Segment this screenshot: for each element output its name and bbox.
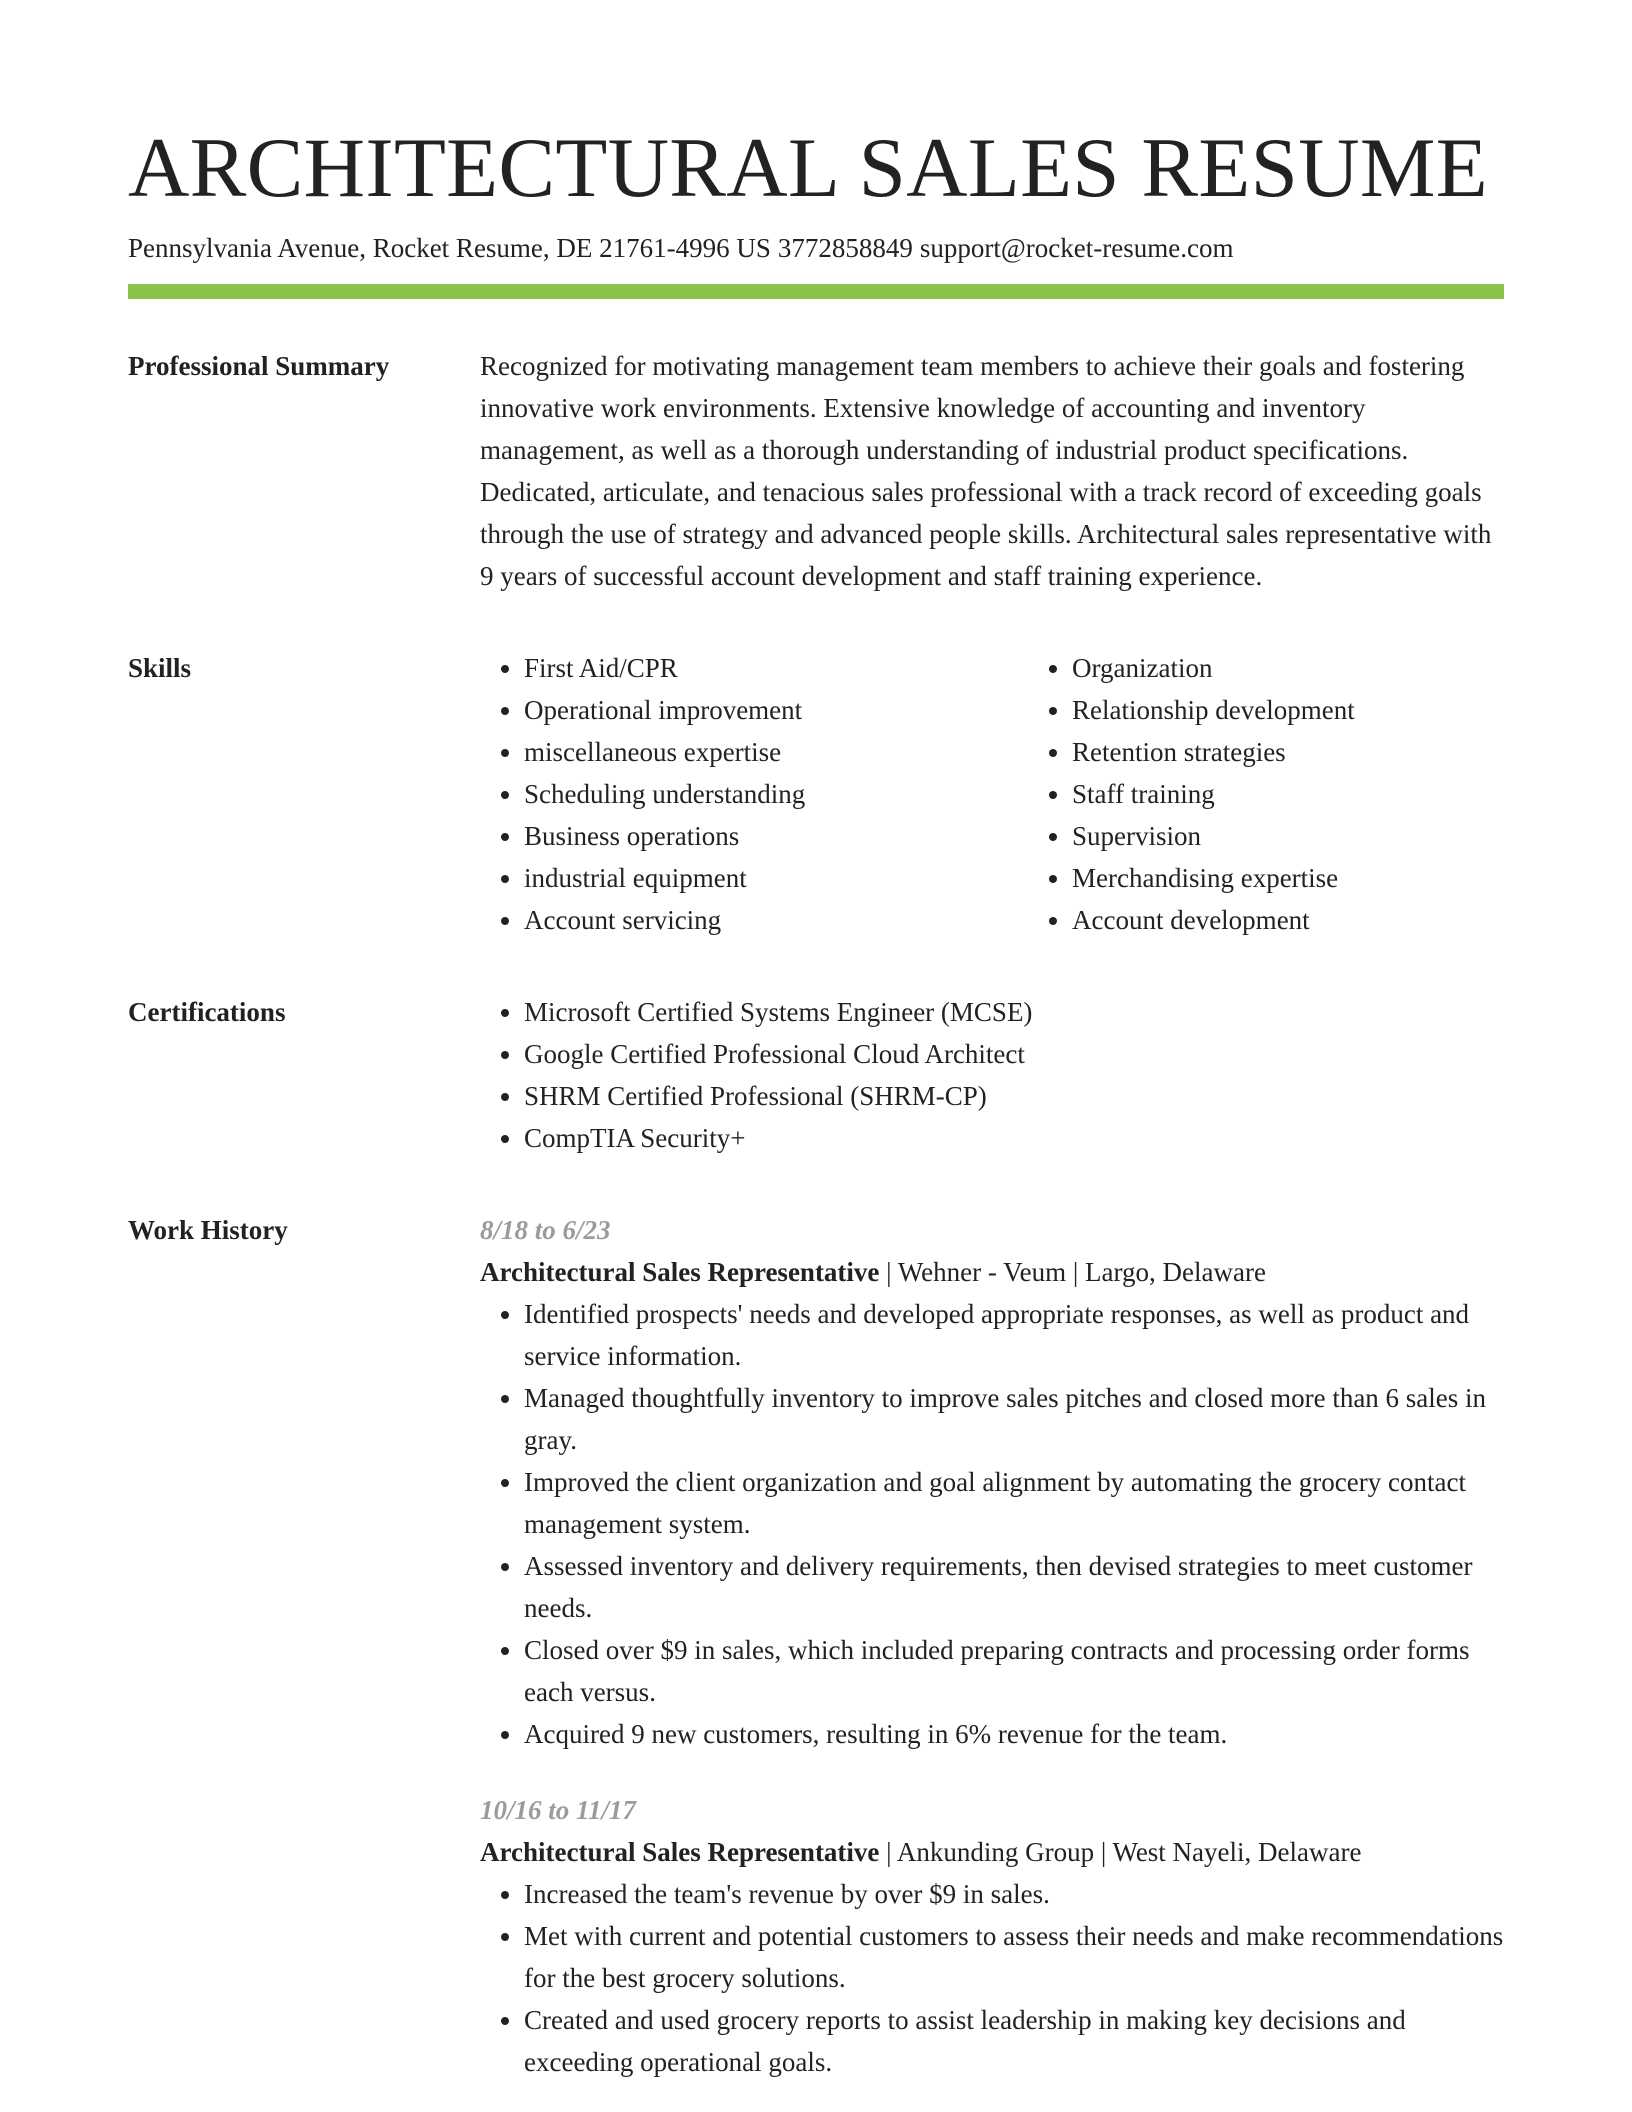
job-details: | Ankunding Group | West Nayeli, Delaware	[879, 1837, 1362, 1867]
header-divider	[128, 284, 1504, 299]
skill-item: • First Aid/CPR	[524, 647, 1028, 689]
skills-body	[480, 647, 1576, 941]
job-bullet: • Increased the team's revenue by over $9 in sales.	[524, 1873, 1506, 1915]
job-bullet: • Improved the client organization and goal alignment by automating the grocery contact management system.	[524, 1461, 1506, 1545]
skill-item: • industrial equipment	[524, 857, 1028, 899]
skill-item: • Business operations	[524, 815, 1028, 857]
certification-item: • Microsoft Certified Systems Engineer (MCSE)	[524, 991, 1506, 1033]
skill-item: • Scheduling understanding	[524, 773, 1028, 815]
job-bullet: • Assessed inventory and delivery requirements, then devised strategies to meet customer needs.	[524, 1545, 1506, 1629]
certification-item: • Google Certified Professional Cloud Architect	[524, 1033, 1506, 1075]
skill-item: • Retention strategies	[1072, 731, 1576, 773]
job-heading	[480, 1831, 1506, 1873]
job-role: Architectural Sales Representative	[480, 1837, 880, 1867]
skills-label: Skills	[128, 653, 192, 683]
job-bullets	[480, 1293, 1506, 1755]
contact-address: Pennsylvania Avenue, Rocket Resume, DE 21761-4996 US	[128, 233, 771, 263]
skill-item: • Supervision	[1072, 815, 1576, 857]
skill-item: • Operational improvement	[524, 689, 1028, 731]
skill-item: • Account development	[1072, 899, 1576, 941]
skill-item: • Staff training	[1072, 773, 1576, 815]
certifications-list	[480, 991, 1506, 1159]
job-bullet: • Created and used grocery reports to assist leadership in making key decisions and exceeding operational goals.	[524, 1999, 1506, 2083]
certification-item: • SHRM Certified Professional (SHRM-CP)	[524, 1075, 1506, 1117]
job-bullet: • Managed thoughtfully inventory to improve sales pitches and closed more than 6 sales in gray.	[524, 1377, 1506, 1461]
job-heading	[480, 1251, 1506, 1293]
job-role: Architectural Sales Representative	[480, 1257, 880, 1287]
skill-item: • Account servicing	[524, 899, 1028, 941]
summary-section	[128, 345, 1506, 597]
summary-text: Recognized for motivating management team members to achieve their goals and fostering innovative work environments. Extensive knowledge of accounting and inventory management, as well as a thorough understanding of industrial product specifications. Dedicated, articulate, and tenacious sales professional with a track record of exceeding goals through the use of strategy and advanced people skills. Architectural sales representative with 9 years of successful account development and staff training experience.	[480, 351, 1492, 591]
job-bullet: • Acquired 9 new customers, resulting in 6% revenue for the team.	[524, 1713, 1506, 1755]
summary-label: Professional Summary	[128, 351, 390, 381]
skills-section	[128, 647, 1506, 941]
resume-title: ARCHITECTURAL SALES RESUME	[128, 121, 1488, 215]
job-bullet: • Met with current and potential customers to assess their needs and make recommendations for the best grocery solutions.	[524, 1915, 1506, 1999]
job-details: | Wehner - Veum | Largo, Delaware	[879, 1257, 1266, 1287]
work-history-section	[128, 1209, 1506, 2083]
skill-item: • Relationship development	[1072, 689, 1576, 731]
certifications-section	[128, 991, 1506, 1159]
certifications-label: Certifications	[128, 997, 286, 1027]
job-dates: 8/18 to 6/23	[480, 1215, 611, 1245]
job-bullet: • Closed over $9 in sales, which included preparing contracts and processing order forms each versus.	[524, 1629, 1506, 1713]
contact-line	[128, 230, 1506, 266]
job-bullets	[480, 1873, 1506, 2083]
job-bullet: • Identified prospects' needs and developed appropriate responses, as well as product and service information.	[524, 1293, 1506, 1377]
skill-item: • Merchandising expertise	[1072, 857, 1576, 899]
work-history-body	[480, 1209, 1506, 2083]
contact-phone: 3772858849	[777, 233, 913, 263]
work-history-label: Work History	[128, 1215, 288, 1245]
job-entry	[480, 1789, 1506, 2083]
skill-item: • Organization	[1072, 647, 1576, 689]
certification-item: • CompTIA Security+	[524, 1117, 1506, 1159]
summary-body	[480, 345, 1506, 597]
contact-email: support@rocket-resume.com	[919, 233, 1234, 263]
certifications-body	[480, 991, 1506, 1159]
skills-list-left	[480, 647, 1028, 941]
job-dates: 10/16 to 11/17	[480, 1795, 637, 1825]
skill-item: • miscellaneous expertise	[524, 731, 1028, 773]
job-entry	[480, 1209, 1506, 1755]
skills-list-right	[1028, 647, 1576, 941]
